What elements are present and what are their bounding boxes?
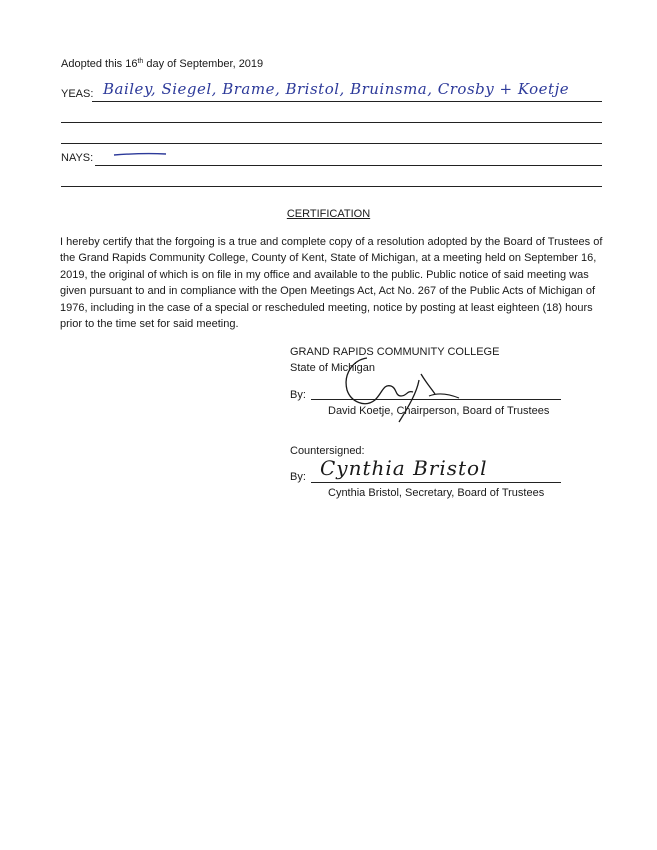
certification-body: I hereby certify that the forgoing is a true and complete copy of a resolution adopted by the Board of Trustees of the Grand Rapids Community College, County of Kent, State of Michigan, at a meeting held on September 16, 2019, the original of which is on file in my office and available to the public. Public notice of said meeting was given pursuant to and in compliance with the Open Meetings Act, Act No. 267 of the Public Acts of Michigan of 1976, including in the case of a special or rescheduled meeting, notice by posting at least eighteen (18) hours prior to the time set for said meeting. (60, 236, 603, 331)
state-name: State of Michigan (290, 362, 375, 374)
nays-rule (95, 165, 602, 166)
yeas-label: YEAS: (61, 88, 94, 100)
yeas-handwritten-names: Bailey, Siegel, Brame, Bristol, Bruinsma, Crosby + Koetje (103, 80, 570, 98)
adopted-date-line: Adopted this 16th day of September, 2019 (61, 58, 264, 70)
secretary-by-label: By: (290, 471, 306, 483)
yeas-rule (92, 101, 602, 102)
nays-rule-2 (61, 186, 602, 187)
chair-name: David Koetje, Chairperson, Board of Trustees (328, 405, 550, 417)
nays-dash-mark (112, 150, 172, 160)
secretary-signature-line (311, 482, 561, 483)
yeas-rule-2 (61, 122, 602, 123)
chair-by-label: By: (290, 389, 306, 401)
nays-label: NAYS: (61, 152, 94, 164)
countersigned-label: Countersigned: (290, 445, 365, 457)
secretary-signature-image: Cynthia Bristol (320, 456, 488, 480)
chair-signature-image (335, 340, 475, 430)
certification-title: CERTIFICATION (286, 208, 371, 220)
yeas-rule-3 (61, 143, 602, 144)
institution-name: GRAND RAPIDS COMMUNITY COLLEGE (290, 346, 500, 358)
secretary-name: Cynthia Bristol, Secretary, Board of Trustees (328, 487, 545, 499)
